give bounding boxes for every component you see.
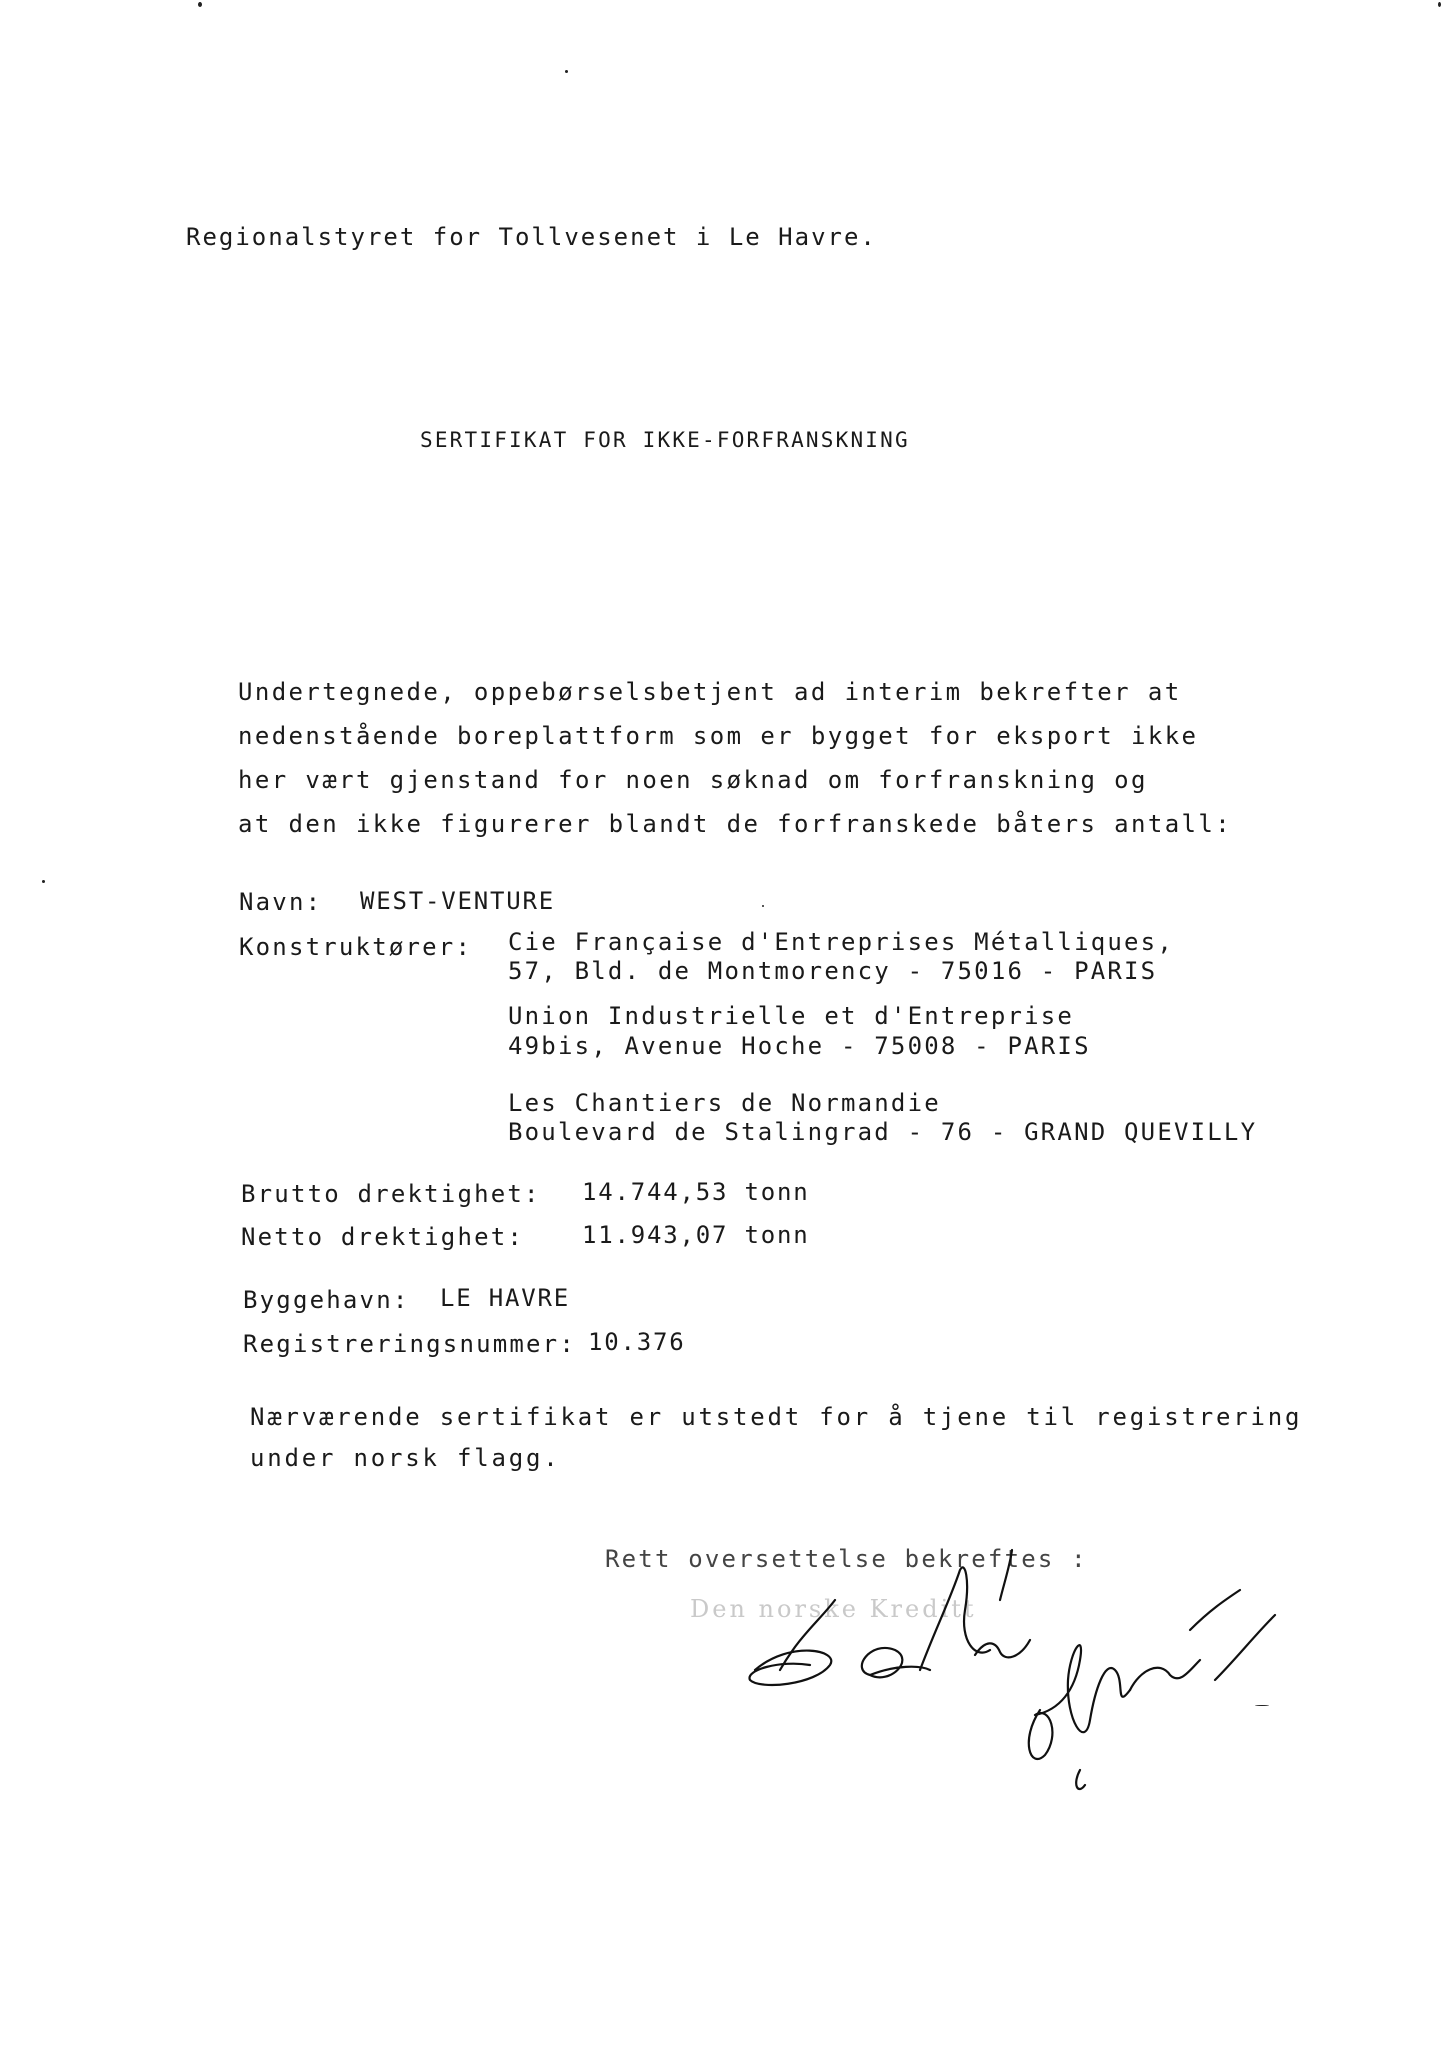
signature-stroke-11 bbox=[1076, 1770, 1085, 1789]
signature-stroke-3 bbox=[862, 1648, 930, 1677]
paragraph-line-4: at den ikke figurerer blandt de forfranskede båters antall: bbox=[238, 810, 1233, 838]
paper-speck bbox=[198, 2, 202, 7]
konstruktor-3-name: Les Chantiers de Normandie bbox=[508, 1089, 941, 1117]
translation-confirmation: Rett oversettelse bekreftes : bbox=[605, 1545, 1088, 1573]
faint-stamp: Den norske Kreditt bbox=[690, 1595, 977, 1623]
paragraph-line-2: nedenstående boreplattform som er bygget for eksport ikke bbox=[238, 722, 1199, 750]
konstruktor-1-name: Cie Française d'Entreprises Métalliques, bbox=[508, 928, 1174, 956]
signature-stroke-7 bbox=[1029, 1645, 1130, 1759]
signature-stroke-6 bbox=[1000, 1550, 1012, 1600]
paragraph-line-1: Undertegnede, oppebørselsbetjent ad interim bekrefter at bbox=[238, 678, 1182, 706]
registrering-value: 10.376 bbox=[588, 1328, 686, 1356]
paper-speck bbox=[1438, 2, 1441, 7]
konstruktor-3-address: Boulevard de Stalingrad - 76 - GRAND QUEVILLY bbox=[508, 1118, 1258, 1146]
signature-stroke-4 bbox=[920, 1567, 990, 1670]
document-title: SERTIFIKAT FOR IKKE-FORFRANSKNING bbox=[420, 428, 910, 452]
netto-label: Netto drektighet: bbox=[241, 1223, 525, 1251]
signature-stroke-8 bbox=[1130, 1660, 1200, 1690]
signature-stroke-10 bbox=[1215, 1615, 1275, 1680]
footer-line-1: Nærværende sertifikat er utstedt for å tjene til registrering bbox=[250, 1403, 1303, 1431]
konstruktor-1-address: 57, Bld. de Montmorency - 75016 - PARIS bbox=[508, 957, 1158, 985]
brutto-label: Brutto drektighet: bbox=[241, 1180, 541, 1208]
paper-speck bbox=[1255, 1705, 1269, 1706]
paragraph-line-3: her vært gjenstand for noen søknad om forfranskning og bbox=[238, 766, 1148, 794]
document-header: Regionalstyret for Tollvesenet i Le Havre. bbox=[186, 223, 877, 251]
konstruktor-2-address: 49bis, Avenue Hoche - 75008 - PARIS bbox=[508, 1032, 1091, 1060]
footer-line-2: under norsk flagg. bbox=[250, 1444, 561, 1472]
paper-speck bbox=[762, 905, 764, 907]
netto-value: 11.943,07 tonn bbox=[582, 1221, 810, 1249]
signature-stroke-1 bbox=[750, 1651, 832, 1685]
konstruktor-2-name: Union Industrielle et d'Entreprise bbox=[508, 1002, 1075, 1030]
registrering-label: Registreringsnummer: bbox=[243, 1330, 576, 1358]
byggehavn-label: Byggehavn: bbox=[243, 1286, 410, 1314]
signature-graphic bbox=[720, 1540, 1280, 1800]
signature-stroke-9 bbox=[1190, 1590, 1240, 1630]
byggehavn-value: LE HAVRE bbox=[440, 1284, 570, 1312]
signature-stroke-2 bbox=[780, 1600, 835, 1670]
navn-label: Navn: bbox=[239, 888, 323, 916]
konstruktorer-label: Konstruktører: bbox=[239, 933, 473, 961]
navn-value: WEST-VENTURE bbox=[360, 887, 555, 915]
paper-speck bbox=[42, 880, 45, 883]
paper-speck bbox=[565, 70, 568, 73]
brutto-value: 14.744,53 tonn bbox=[582, 1178, 810, 1206]
signature-stroke-5 bbox=[975, 1640, 1030, 1657]
